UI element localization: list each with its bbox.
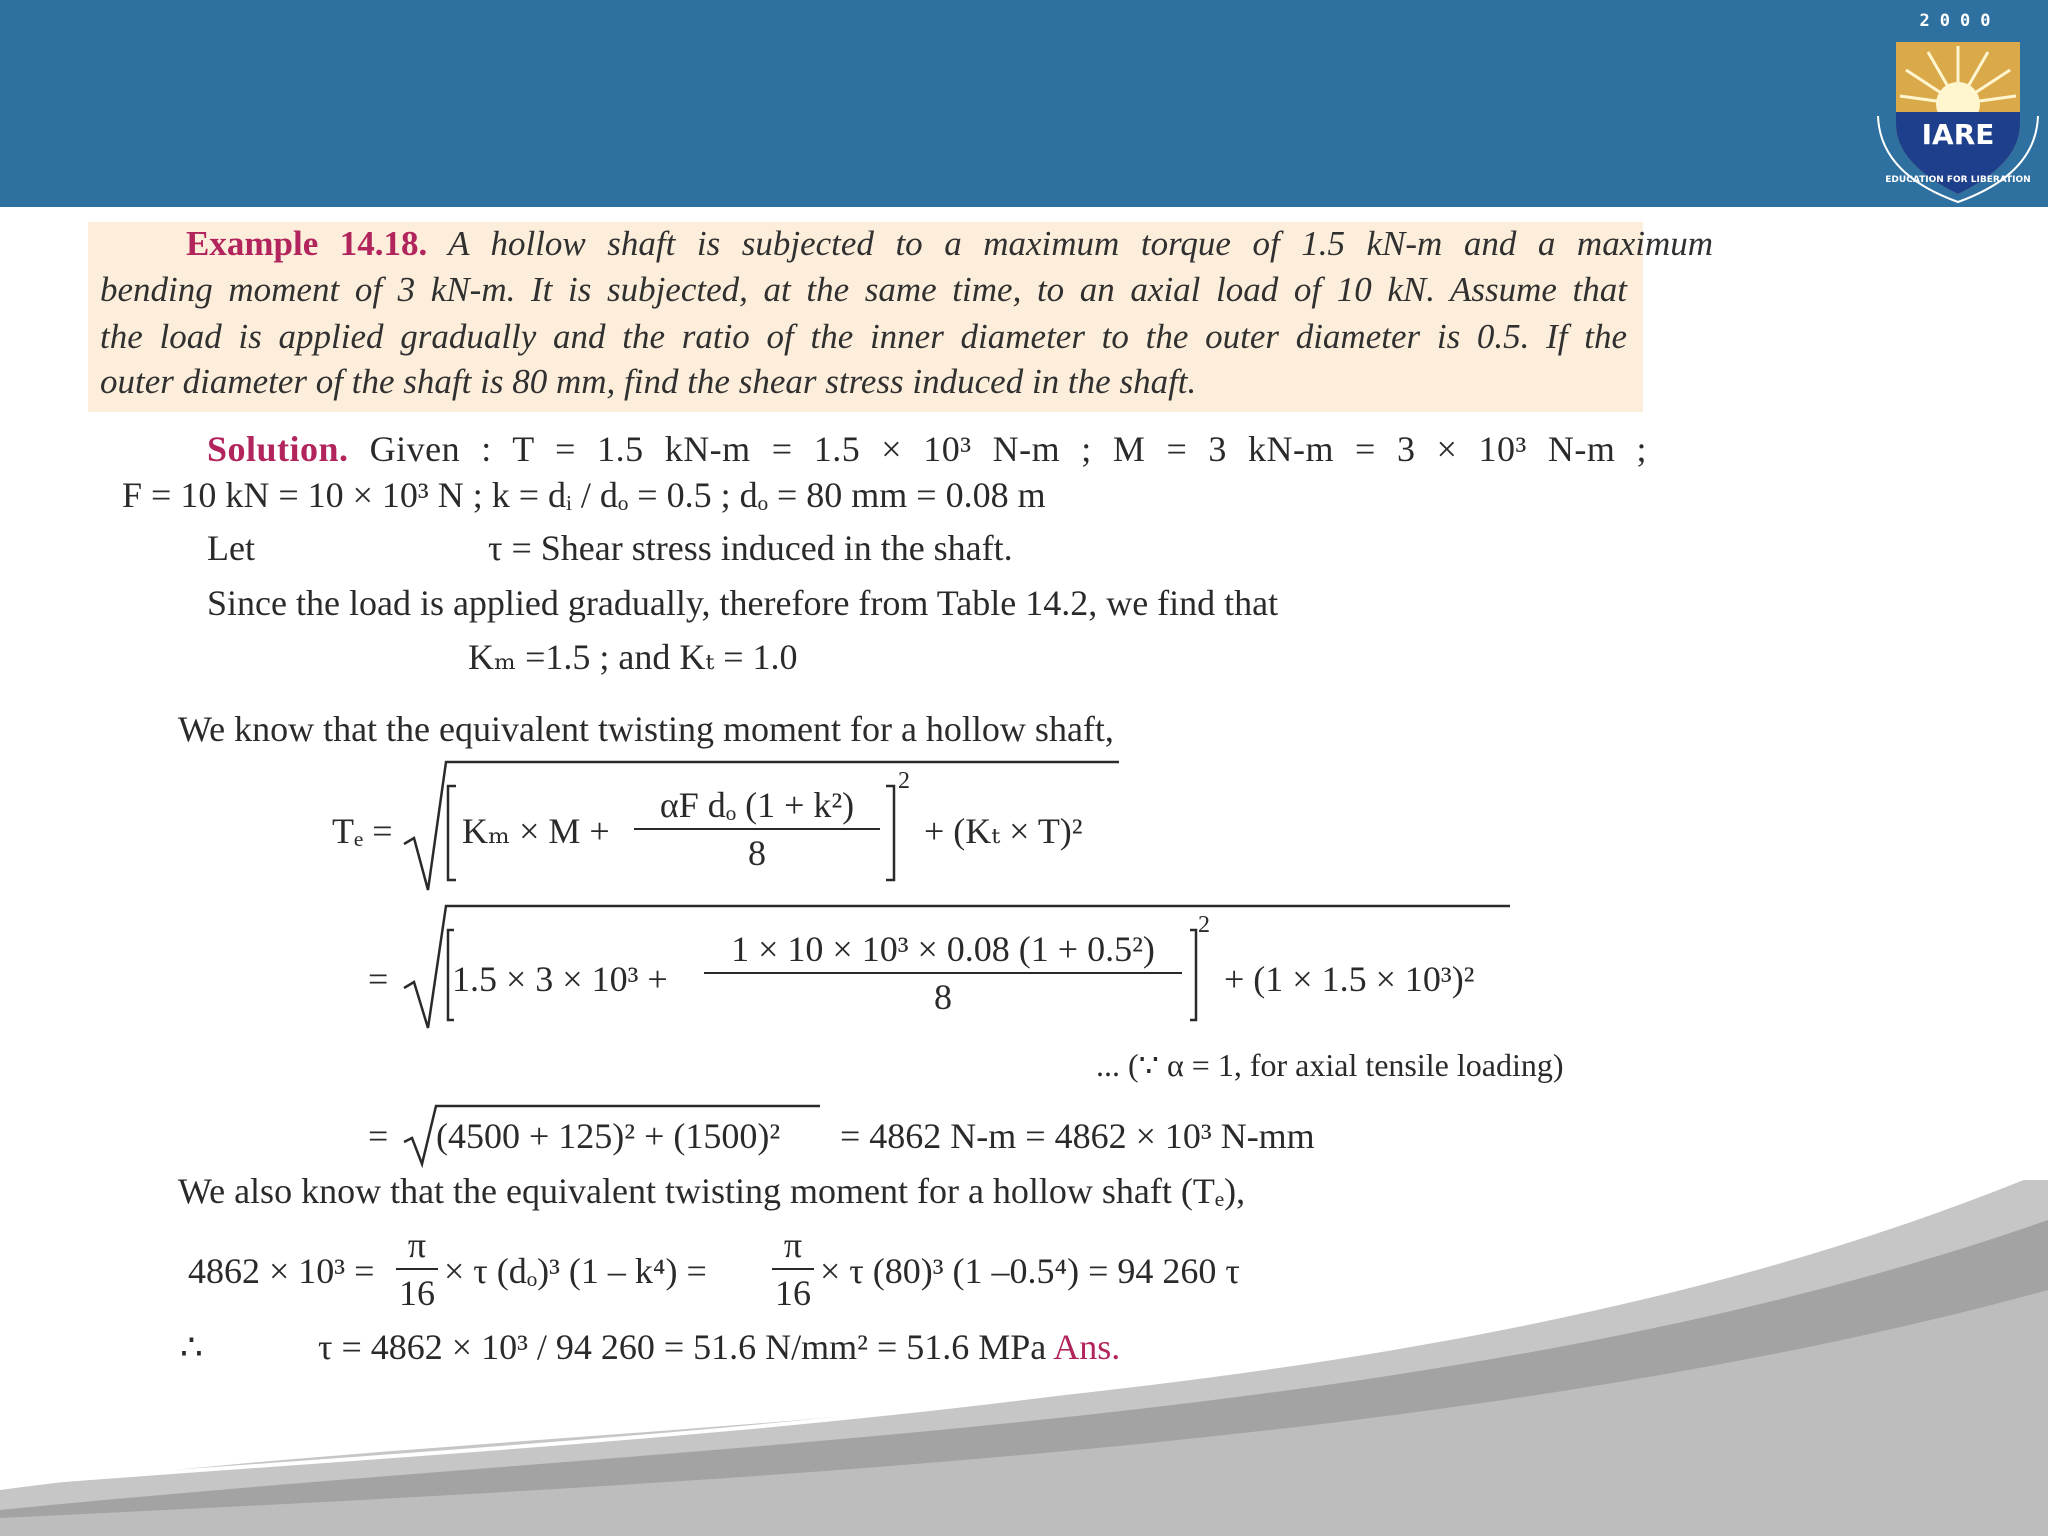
eq2-mid: × τ (dₒ)³ (1 – k⁴) = [444,1251,707,1291]
eq2-fraction-2-bar [772,1268,814,1270]
answer-label: Ans. [1053,1327,1121,1367]
eq2-fraction-1-denominator: 16 [399,1273,435,1313]
know-line-1: We know that the equivalent twisting moment for a hollow shaft, [178,709,1114,749]
te-bracket-square: 2 [898,768,910,794]
result-equals: = [368,1116,389,1156]
eq2-end: × τ (80)³ (1 –0.5⁴) = 94 260 τ [820,1251,1240,1291]
substitution-equals: = [368,959,389,999]
substitution-term-2: + (1 × 1.5 × 10³)² [1224,959,1475,999]
svg-text:EDUCATION FOR LIBERATION: EDUCATION FOR LIBERATION [1885,175,2031,185]
header-bar [0,0,2048,207]
substitution-bracket-square: 2 [1198,912,1210,938]
svg-text:IARE: IARE [1921,118,1995,151]
substitution-fraction-bar [704,972,1182,974]
eq2-fraction-1 [396,1224,438,1314]
eq2-fraction-1-pi: π [407,1225,427,1265]
te-term-2: + (Kₜ × T)² [924,811,1083,851]
since-line: Since the load is applied gradually, therefore from Table 14.2, we find that [207,583,1279,623]
loading-note: ... (∵ α = 1, for axial tensile loading) [1096,1047,1564,1083]
eq2-fraction-2-pi: π [783,1225,803,1265]
final-result: τ = 4862 × 10³ / 94 260 = 51.6 N/mm² = 51.6 MPa Ans. [318,1327,1121,1367]
example-statement [88,222,1713,412]
eq2-fraction-2-denominator: 16 [775,1273,811,1313]
substitution-fraction-numerator: 1 × 10 × 10³ × 0.08 (1 + 0.5²) [731,929,1155,969]
eq2-lhs: 4862 × 10³ = [188,1251,375,1291]
eq2-fraction-1-bar [396,1268,438,1270]
iare-logo-icon [1868,4,2048,204]
example-line-4: outer diameter of the shaft is 80 mm, find the shear stress induced in the shaft. [100,362,1197,401]
example-line-2: bending moment of 3 kN-m. It is subjected, at the same time, to an axial load of 10 kN. Assume that [100,270,1627,309]
solution-given-line-1: Solution. Given : T = 1.5 kN-m = 1.5 × 10³ N-m ; M = 3 kN-m = 3 × 10³ N-m ; [207,429,1647,469]
result-radicand: (4500 + 125)² + (1500)² [436,1116,781,1156]
substitution-fraction [704,928,1182,1018]
eq2-fraction-2 [772,1224,814,1314]
te-lhs: Tₑ = [332,811,393,851]
result-rhs: = 4862 N-m = 4862 × 10³ N-mm [840,1116,1315,1156]
example-line-1: Example 14.18. A hollow shaft is subjected to a maximum torque of 1.5 kN-m and a maximum [186,224,1713,263]
te-fraction-numerator: αF dₒ (1 + k²) [659,785,855,825]
te-term-1: Kₘ × M + [462,811,610,851]
therefore-symbol: ∴ [180,1327,203,1367]
let-definition: τ = Shear stress induced in the shaft. [488,528,1013,568]
know-line-2: We also know that the equivalent twisting moment for a hollow shaft (Tₑ), [178,1171,1246,1211]
let-word: Let [207,528,255,568]
example-line-3: the load is applied gradually and the ratio of the inner diameter to the outer diameter is 0.5. If the [100,317,1627,356]
substitution-term-1: 1.5 × 3 × 10³ + [452,959,668,999]
example-heading: Example 14.18. [186,224,428,263]
solution-heading: Solution. [207,429,349,469]
te-fraction [634,784,880,874]
solution-given-line-2: F = 10 kN = 10 × 10³ N ; k = dᵢ / dₒ = 0.5 ; dₒ = 80 mm = 0.08 m [122,475,1046,515]
svg-text:2000: 2000 [1919,11,2001,31]
te-fraction-denominator: 8 [748,833,766,873]
te-fraction-bar [634,828,880,830]
substitution-fraction-denominator: 8 [934,977,952,1017]
factors-line: Kₘ =1.5 ; and Kₜ = 1.0 [468,637,798,677]
